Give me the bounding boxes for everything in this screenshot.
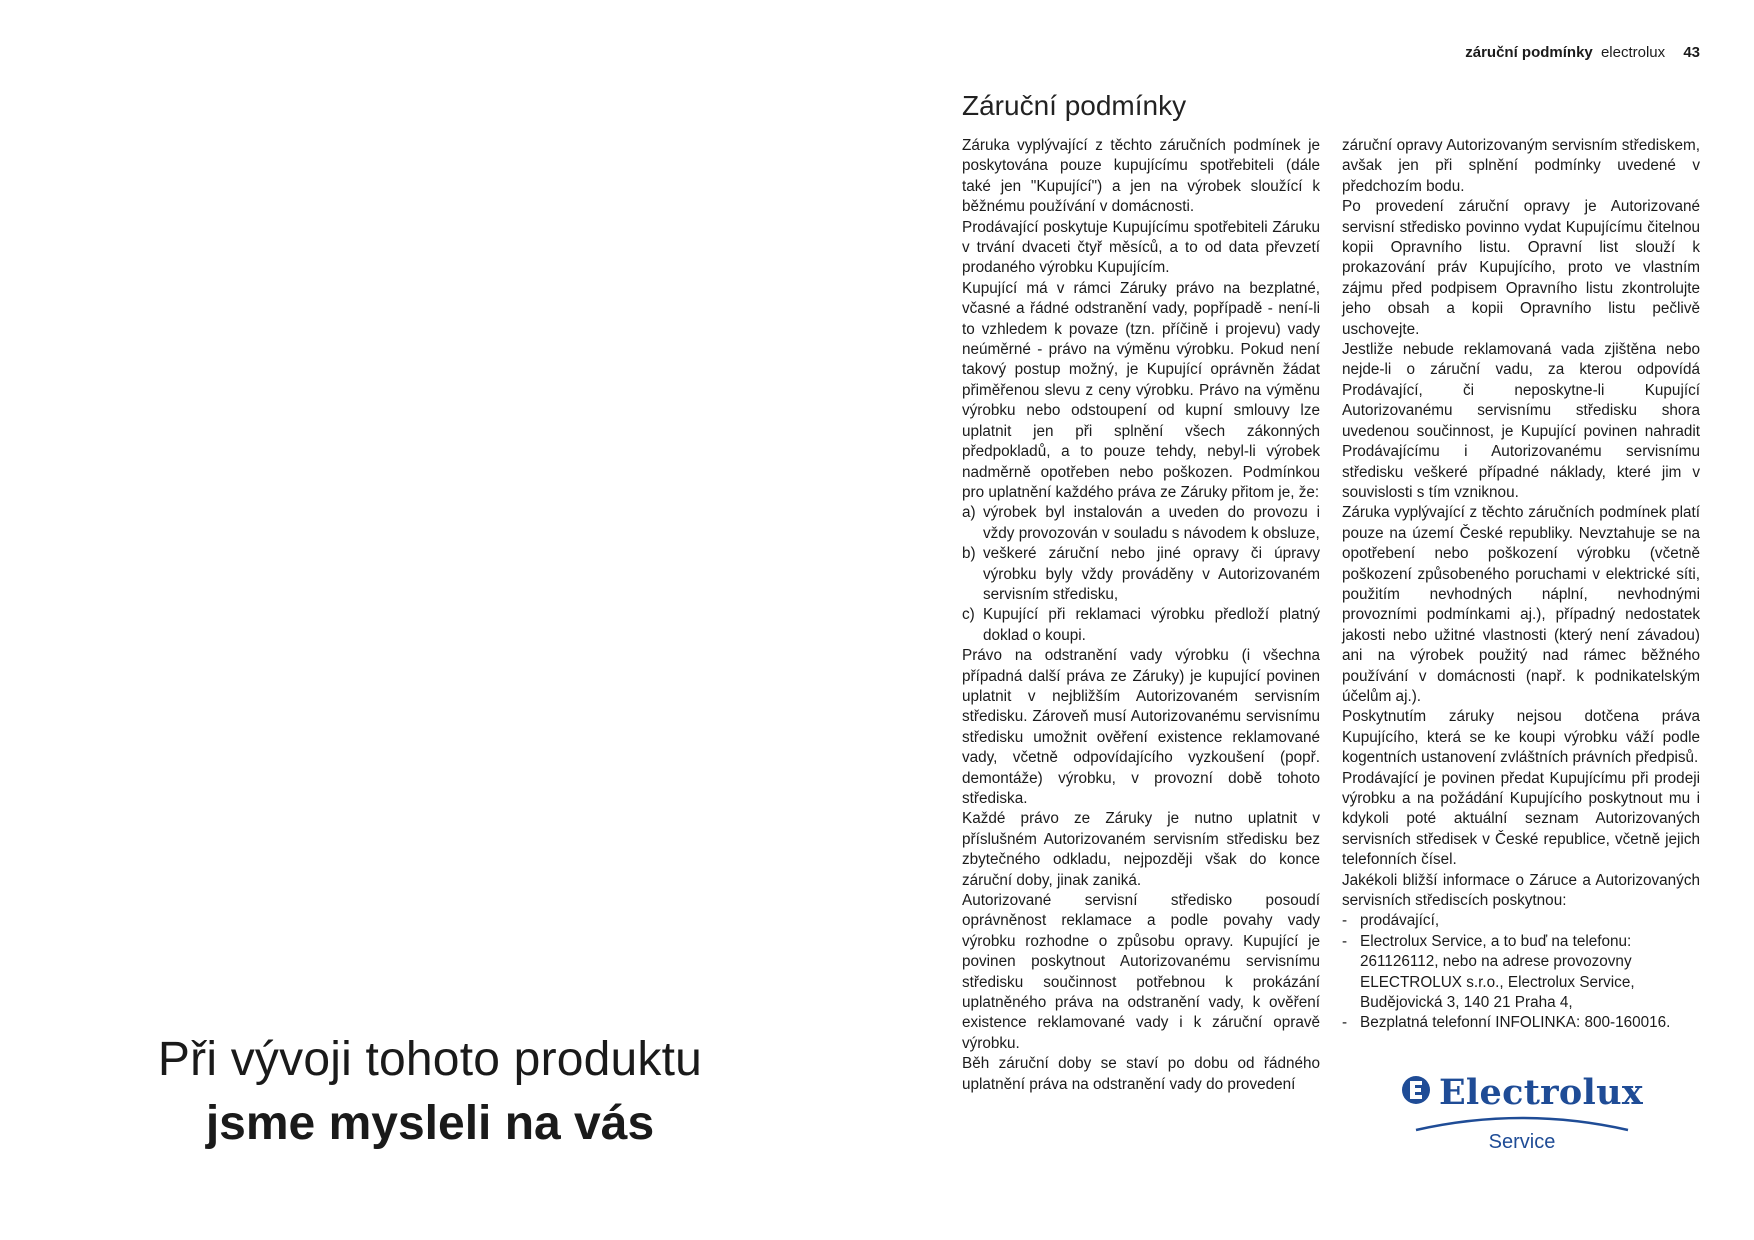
logo-swoosh-icon (1414, 1112, 1630, 1132)
list-label: b) (962, 545, 976, 563)
cover-tagline (110, 1030, 750, 1156)
header-brand: electrolux (1600, 44, 1666, 61)
list-text: veškeré záruční nebo jiné opravy či úpravy výrobku byly vždy prováděny v Autorizovaném servisním středisku, (983, 545, 1320, 603)
list-item (962, 503, 1320, 544)
dash-label: - (1342, 912, 1348, 930)
paragraph: Poskytnutím záruky nejsou dotčena práva Kupujícího, která se ke koupi výrobku váží podle kogentních ustanovení zvláštních právních předpisů. (1342, 708, 1700, 767)
contact-list-item (1342, 911, 1700, 931)
paragraph: Autorizované servisní středisko posoudí oprávněnost reklamace a podle povahy vady výrobku rozhodne o způsobu opravy. Kupující je povinen poskytnout Autorizovanému servisnímu středisku součinnost potřebnou k prokázání uplatněného práva na odstranění vady, k ověření existence reklamované vady i k záruční opravě výrobku. (962, 892, 1320, 1052)
text-column-right (1342, 136, 1700, 1034)
paragraph: Záruka vyplývající z těchto záručních podmínek platí pouze na území České republiky. Nevztahuje se na opotřebení nebo poškození výrobku (včetně poškození způsobeného poruchami v elektrické síti, použitím nevhodných náplní, nevhodnými provozními podmínkami aj.), případný nedostatek jakosti nebo užitné vlastnosti (který není závadou) ani na výrobek použitý nad rámec běžného používání v domácnosti (např. k podnikatelským účelům aj.). (1342, 504, 1700, 705)
list-item (962, 544, 1320, 605)
logo-wordmark: Electrolux (1438, 1072, 1644, 1113)
list-text: Kupující při reklamaci výrobku předloží platný doklad o koupi. (983, 606, 1320, 644)
electrolux-service-logo (1408, 1072, 1644, 1160)
list-label: c) (962, 606, 975, 624)
paragraph: Jakékoli bližší informace o Záruce a Autorizovaných servisních střediscích poskytnou: (1342, 871, 1700, 910)
paragraph: Kupující má v rámci Záruky právo na bezplatné, včasné a řádné odstranění vady, popřípadě - není-li to vzhledem k povaze (tzn. příčině i projevu) vady neúměrné - právo na výměnu výrobku. Pokud není takový postup možný, je Kupující oprávněn žádat přiměřenou slevu z ceny výrobku. Právo na výměnu výrobku nebo odstoupení od kupní smlouvy lze uplatnit jen při splnění všech zákonných předpokladů, a to pouze tehdy, nebyl-li výrobek nadměrně opotřeben nebo poškozen. Podmínkou pro uplatnění každého práva ze Záruky přitom je, že: (962, 279, 1320, 501)
contact-list-item (1342, 1013, 1700, 1033)
dash-text: Electrolux Service, a to buď na telefonu: 261126112, nebo na adrese provozovny ELECTROLUX s.r.o., Electrolux Service, Budějovická 3, 140 21 Praha 4, (1360, 932, 1635, 1012)
page-number: 43 (1683, 44, 1700, 61)
tagline-line-1: Při vývoji tohoto produktu (157, 1033, 703, 1086)
list-item (962, 605, 1320, 646)
paragraph: Jestliže nebude reklamovaná vada zjištěna nebo nejde-li o záruční vadu, za kterou odpovídá Prodávající, či neposkytne-li Kupující Autorizovanému servisnímu středisku shora uvedenou součinnost, je Kupující povinen nahradit Prodávajícímu i Autorizovanému servisnímu středisku veškeré případné náklady, které jim v souvislosti s tím vzniknou. (1342, 341, 1700, 501)
paragraph: Každé právo ze Záruky je nutno uplatnit v příslušném Autorizovaném servisním středisku bez zbytečného odkladu, nejpozději však do konce záruční doby, jinak zaniká. (962, 810, 1320, 889)
paragraph: Prodávající poskytuje Kupujícímu spotřebiteli Záruku v trvání dvaceti čtyř měsíců, a to od data převzetí prodaného výrobku Kupujícím. (962, 218, 1320, 277)
contact-list-item (1342, 932, 1700, 1014)
paragraph: Právo na odstranění vady výrobku (i všechna případná další práva ze Záruky) je kupující povinen uplatnit v nejbližším Autorizovaném servisním středisku. Zároveň musí Autorizovanému servisnímu středisku umožnit ověření existence reklamované vady, včetně odpovídajícího vyzkoušení (popř. demontáže) výrobku, v provozní době tohoto střediska. (962, 647, 1320, 807)
electrolux-emblem-icon (1401, 1075, 1431, 1110)
page-title: Záruční podmínky (962, 90, 1187, 121)
logo-subtitle: Service (1488, 1131, 1556, 1153)
text-column-left (962, 136, 1320, 1095)
tagline-line-2: jsme mysleli na vás (205, 1097, 655, 1150)
paragraph: Běh záruční doby se staví po dobu od řádného uplatnění práva na odstranění vady do provedení (962, 1055, 1320, 1093)
running-header (1465, 44, 1700, 61)
paragraph: záruční opravy Autorizovaným servisním střediskem, avšak jen při splnění podmínky uvedené v předchozím bodu. (1342, 137, 1700, 195)
paragraph: Po provedení záruční opravy je Autorizované servisní středisko povinno vydat Kupujícímu čitelnou kopii Opravního listu. Opravní list slouží k prokazování práv Kupujícího, proto ve vlastním zájmu před podpisem Opravního listu zkontrolujte jeho obsah a kopii Opravního listu pečlivě uschovejte. (1342, 198, 1700, 338)
header-section-title: záruční podmínky (1465, 44, 1593, 61)
dash-label: - (1342, 932, 1348, 950)
dash-text: prodávající, (1360, 912, 1440, 930)
list-text: výrobek byl instalován a uveden do provozu i vždy provozován v souladu s návodem k obsluze, (983, 504, 1320, 542)
dash-label: - (1342, 1014, 1348, 1032)
list-label: a) (962, 504, 976, 522)
paragraph: Záruka vyplývající z těchto záručních podmínek je poskytována pouze kupujícímu spotřebiteli (dále také jen "Kupující") a jen na výrobek sloužící k běžnému používání v domácnosti. (962, 137, 1320, 216)
paragraph: Prodávající je povinen předat Kupujícímu při prodeji výrobku a na požádání Kupujícího poskytnout mu i kdykoli poté aktuální seznam Autorizovaných servisních středisek v České republice, včetně jejich telefonních čísel. (1342, 769, 1700, 869)
dash-text: Bezplatná telefonní INFOLINKA: 800-160016. (1360, 1014, 1671, 1032)
